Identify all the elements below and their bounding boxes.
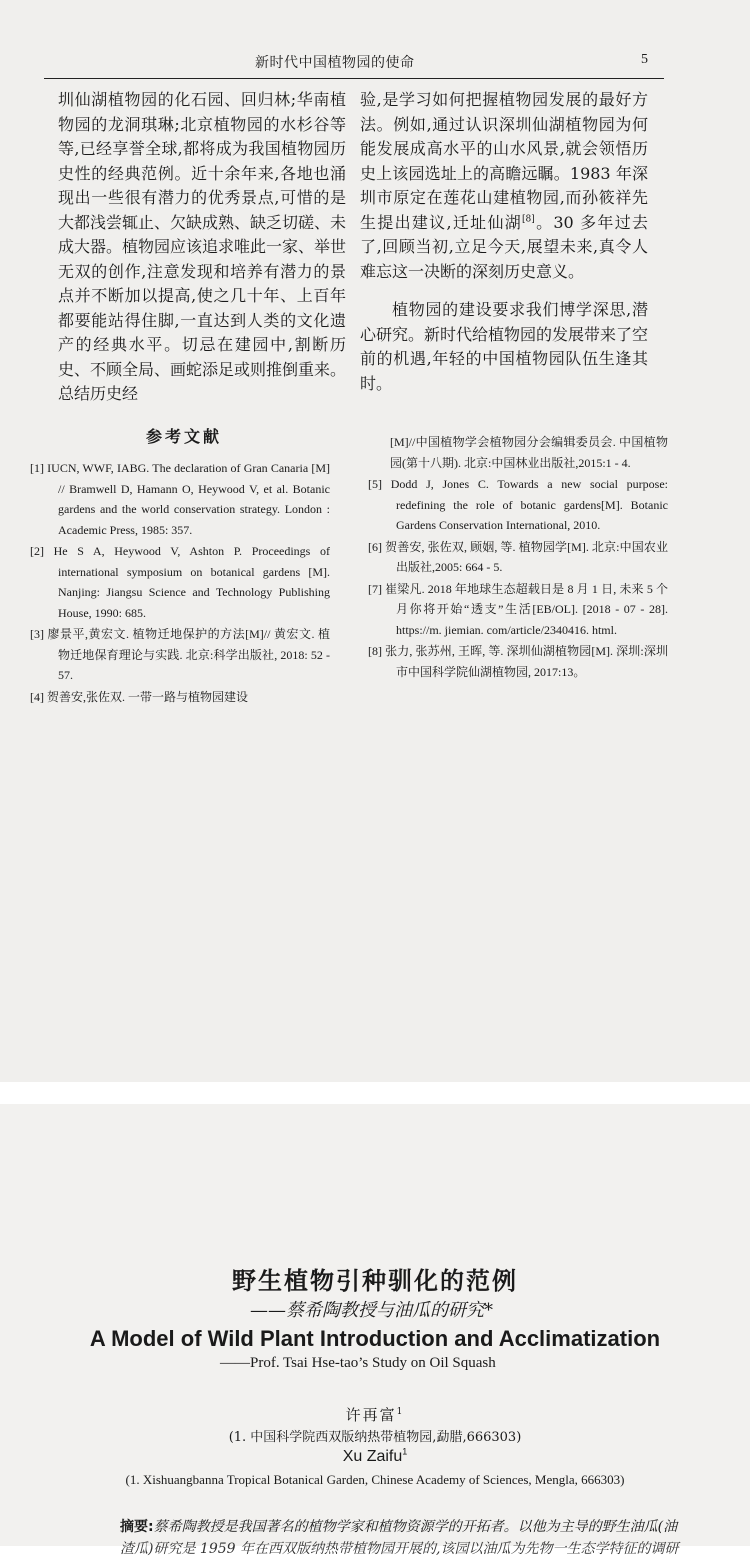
affiliation-en: (1. Xishuangbanna Tropical Botanical Garden, Chinese Academy of Sciences, Mengla, 666303) bbox=[125, 1472, 625, 1487]
header-rule bbox=[44, 78, 664, 79]
reference-item-2: [2] He S A, Heywood V, Ashton P. Proceedings of international symposium on botanical gardens [M]. Nanjing: Jiangsu Science and Technology Publishing House, 1990: 685. bbox=[30, 544, 330, 620]
page-gap bbox=[0, 1082, 750, 1104]
reference-item-4-continued: [M]//中国植物学会植物园分会编辑委员会. 中国植物园(第十八期). 北京:中国林业出版社,2015:1 - 4. bbox=[390, 435, 668, 470]
abstract-line-2: 渣瓜)研究是 1959 年在西双版纳热带植物园开展的,该园以油瓜为先物一生态学特征的调研 bbox=[120, 1541, 679, 1557]
article-subtitle-en: ——Prof. Tsai Hse-tao’s Study on Oil Squash bbox=[220, 1355, 496, 1371]
reference-item-8: [8] 张力, 张苏州, 王晖, 等. 深圳仙湖植物园[M]. 深圳:深圳市中国科学院仙湖植物园, 2017:13。 bbox=[368, 644, 668, 679]
author-name: 许再富 bbox=[345, 1406, 397, 1424]
reference-item-4: [4] 贺善安,张佐双. 一带一路与植物园建设 bbox=[30, 689, 248, 704]
body-paragraph-right-1 bbox=[360, 88, 648, 284]
author-name-en bbox=[0, 1448, 750, 1466]
reference-item-7: [7] 崔梁凡. 2018 年地球生态超载日是 8 月 1 日, 未来 5 个月你将开始“透支”生活[EB/OL]. [2018 - 07 - 28]. https://m. jiemian. com/article/2340416. html. bbox=[368, 581, 668, 637]
author-affiliation-marker: 1 bbox=[396, 1407, 405, 1417]
article-subtitle-zh: ——蔡希陶教授与油瓜的研究* bbox=[250, 1300, 493, 1321]
author-name: Xu Zaifu bbox=[342, 1448, 403, 1465]
body-paragraph-right-2: 植物园的建设要求我们博学深思,潜心研究。新时代给植物园的发展带来了空前的机遇,年轻的中国植物园队伍生逢其时。 bbox=[360, 300, 649, 393]
author-name-zh bbox=[0, 1404, 750, 1425]
reference-item-1: [1] IUCN, WWF, IABG. The declaration of Gran Canaria [M] // Bramwell D, Hamann O, Heywood V, et al. Botanic gardens and the world conservation strategy. London : Academic Press, 1985: 357. bbox=[30, 461, 330, 537]
affiliation-zh: (1. 中国科学院西双版纳热带植物园,勐腊,666303) bbox=[228, 1430, 522, 1445]
paragraph-text: 。30 多年过去了,回顾当初,立足今天,展望未来,真令人难忘这一决断的深刻历史意义。 bbox=[360, 212, 648, 281]
article-title-zh: 野生植物引种驯化的范例 bbox=[232, 1267, 518, 1295]
paragraph-text: 验,是学习如何把握植物园发展的最好方法。例如,通过认识深圳仙湖植物园为何能发展成高水平的山水风景,就会领悟历史上该园选址上的高瞻远瞩。1983 年深圳市原定在莲花山建植物园,而孙筱祥先生提出建议,迁址仙湖 bbox=[360, 90, 648, 232]
article-title-en: A Model of Wild Plant Introduction and Acclimatization bbox=[89, 1326, 661, 1351]
reference-item-5: [5] Dodd J, Jones C. Towards a new social purpose: redefining the role of botanic gardens[M]. Botanic Gardens Conservation International, 2010. bbox=[368, 477, 668, 532]
body-paragraph-left: 圳仙湖植物园的化石园、回归林;华南植物园的龙洞琪琳;北京植物园的水杉谷等等,已经享誉全球,都将成为我国植物园历史性的经典范例。近十余年来,各地也涌现出一些很有潜力的优秀景点,可惜的是大都浅尝辄止、欠缺成熟、缺乏切磋、未成大器。植物园应该追求唯此一家、举世无双的创作,注意发现和培养有潜力的景点并不断加以提高,使之几十年、上百年都要能站得住脚,一直达到人类的文化遗产的经典水平。切忌在建园中,割断历史、不顾全局、画蛇添足或则推倒重来。总结历史经 bbox=[58, 90, 347, 403]
reference-item-3: [3] 廖景平,黄宏文. 植物迁地保护的方法[M]// 黄宏文. 植物迁地保育理论与实践. 北京:科学出版社, 2018: 52 - 57. bbox=[30, 627, 330, 682]
body-column-left bbox=[58, 88, 346, 407]
author-affiliation-marker: 1 bbox=[402, 1446, 408, 1457]
body-column-right bbox=[360, 88, 648, 396]
abstract bbox=[120, 1516, 720, 1538]
citation-8: [8] bbox=[522, 214, 535, 225]
page-number: 5 bbox=[641, 52, 648, 67]
running-title: 新时代中国植物园的使命 bbox=[255, 55, 415, 71]
reference-list-left bbox=[30, 458, 330, 708]
references-heading: 参考文献 bbox=[146, 427, 223, 446]
abstract-label: 摘要: bbox=[120, 1519, 154, 1535]
reference-item-6: [6] 贺善安, 张佐双, 顾姻, 等. 植物园学[M]. 北京:中国农业出版社,2005: 664 - 5. bbox=[368, 539, 668, 574]
reference-list-right bbox=[368, 432, 668, 683]
abstract-text: 蔡希陶教授是我国著名的植物学家和植物资源学的开拓者。以他为主导的野生油瓜(油 bbox=[153, 1519, 678, 1535]
